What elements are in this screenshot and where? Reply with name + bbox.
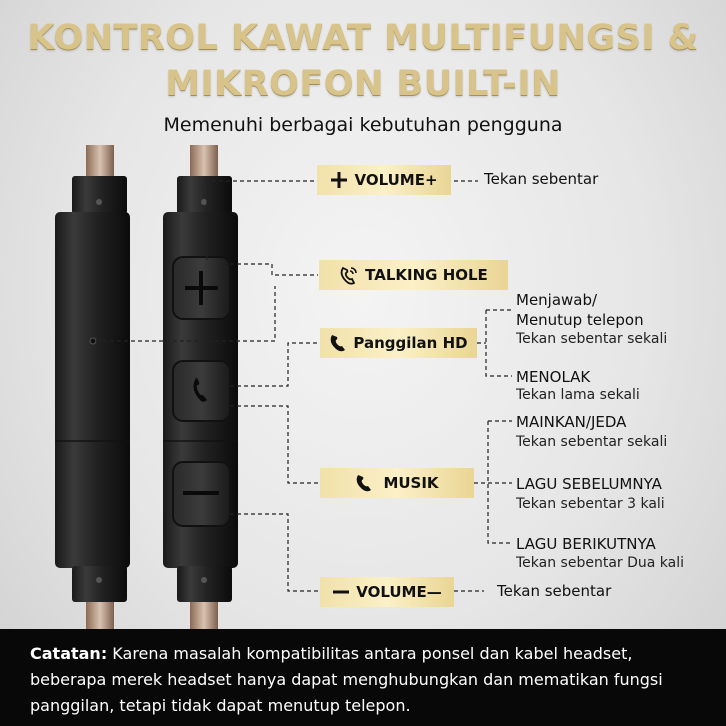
note-answer-title-2: Menutup telepon xyxy=(516,311,644,329)
mic-hole xyxy=(90,338,96,344)
note-reject-action: Tekan lama sekali xyxy=(516,387,640,403)
subtitle: Memenuhi berbagai kebutuhan pengguna xyxy=(163,114,563,136)
note-reject-title: MENOLAK xyxy=(516,368,591,386)
tag-volume-up xyxy=(317,165,451,195)
wire-bottom-right xyxy=(190,598,218,633)
note-play-title: MAINKAN/JEDA xyxy=(516,413,627,431)
leader-lines xyxy=(96,181,512,591)
tag-call-hd xyxy=(320,328,477,358)
tag-volume-down xyxy=(320,577,454,607)
call-button xyxy=(173,361,230,421)
wire-bottom-left xyxy=(86,598,114,633)
tag-music-label: MUSIK xyxy=(383,474,439,492)
tag-talking-hole xyxy=(319,260,508,290)
note-next-title: LAGU BERIKUTNYA xyxy=(516,535,656,553)
minus-icon xyxy=(183,491,219,495)
tag-volume-up-label: VOLUME+ xyxy=(354,171,438,189)
phone-icon xyxy=(329,334,347,352)
note-prev-title: LAGU SEBELUMNYA xyxy=(516,475,662,493)
wire-top-right xyxy=(190,145,218,181)
footer-note xyxy=(0,629,726,726)
title-line-2: MIKROFON BUILT-IN xyxy=(165,64,561,104)
right-remote xyxy=(163,145,238,633)
plus-icon xyxy=(330,171,348,189)
note-volume-down-action: Tekan sebentar xyxy=(497,582,612,600)
tag-talking-hole-label: TALKING HOLE xyxy=(365,266,488,284)
tag-music xyxy=(320,468,474,498)
note-play-action: Tekan sebentar sekali xyxy=(516,434,668,450)
tag-volume-down-label: VOLUME— xyxy=(356,583,442,601)
footer-label: Catatan: xyxy=(30,644,108,663)
footer-text: Karena masalah kompatibilitas antara ponsel dan kabel headset, beberapa merek headset hanya dapat menghubungkan dan mematikan fungsi panggilan, tetapi tidak dapat menutup telepon. xyxy=(30,644,663,715)
note-next-action: Tekan sebentar Dua kali xyxy=(516,555,685,571)
left-remote-body xyxy=(55,212,130,568)
note-prev-action: Tekan sebentar 3 kali xyxy=(516,496,665,512)
title-line-1: KONTROL KAWAT MULTIFUNGSI & xyxy=(27,18,699,58)
note-answer-action: Tekan sebentar sekali xyxy=(516,331,668,347)
note-answer-title-1: Menjawab/ xyxy=(516,291,598,309)
left-remote xyxy=(55,145,130,633)
note-volume-up-action: Tekan sebentar xyxy=(484,170,599,188)
minus-icon xyxy=(332,583,350,601)
wire-top-left xyxy=(86,145,114,181)
phone-wave-icon xyxy=(339,265,359,285)
tag-call-hd-label: Panggilan HD xyxy=(353,334,468,352)
phone-icon xyxy=(355,474,373,492)
